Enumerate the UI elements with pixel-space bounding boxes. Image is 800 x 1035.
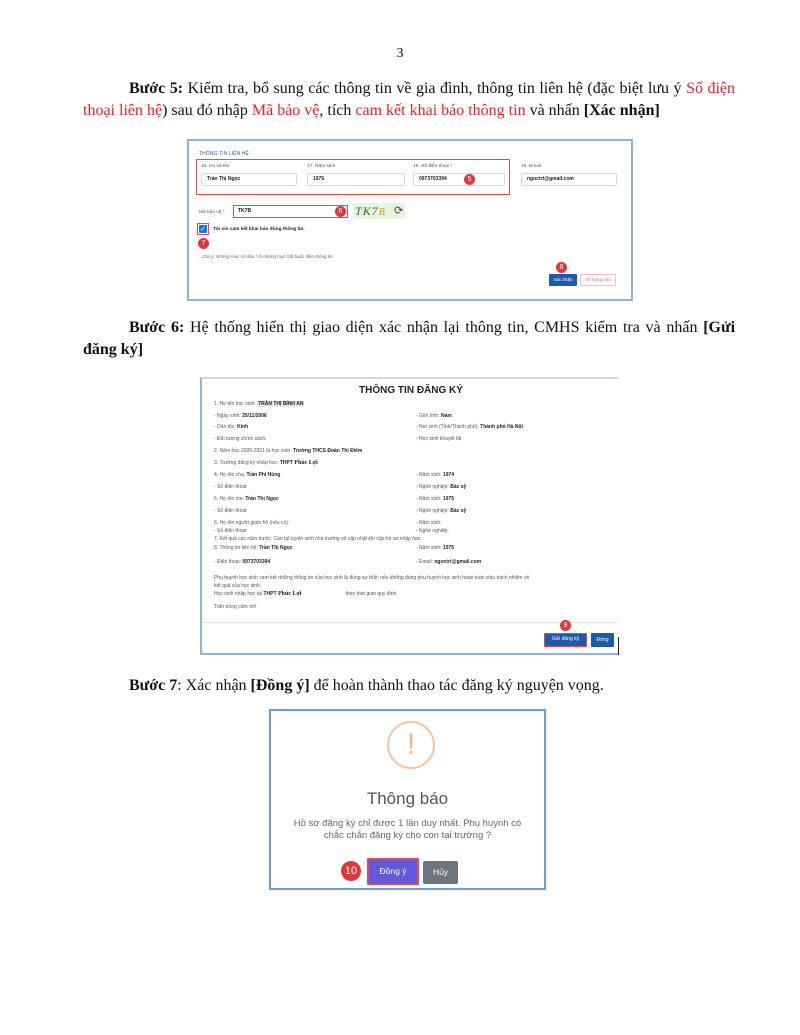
mother-phone-row: - Số điện thoại: xyxy=(214,508,248,514)
agree-button[interactable]: Đồng ý xyxy=(367,858,419,885)
commit-label: Tôi xin cam kết khai báo đúng thông tin. xyxy=(213,227,305,232)
regards: Trân trọng cảm ơn! xyxy=(214,604,257,610)
birth-year-label: 17. Năm sinh xyxy=(307,164,336,169)
value: Bác sỹ xyxy=(450,508,467,514)
contact-row xyxy=(214,545,293,551)
value: Cán bộ tuyển sinh nhà trường sẽ cập nhật khi nộp hồ sơ nhập học. xyxy=(273,536,422,542)
step7-action: [Đồng ý] xyxy=(250,677,310,694)
father-job-row xyxy=(416,484,466,490)
label: - Dân tộc: xyxy=(214,424,236,430)
label: theo thời gian quy định. xyxy=(345,591,398,597)
step-badge-8: 8 xyxy=(556,262,567,273)
step5-paragraph xyxy=(83,78,735,122)
footer-divider xyxy=(202,622,618,623)
father-birth-row xyxy=(416,472,454,478)
value: 1975 xyxy=(442,496,455,502)
phone-label: 18. Số điện thoại * xyxy=(413,164,453,169)
label: - Nghề nghiệp: xyxy=(416,484,449,490)
commitment-line-1: Phụ huynh học sinh cam kết những thông tin của học sinh là đúng sự thật; nếu không đúng phụ huynh học sinh hoàn toàn chịu trách nhiệm về xyxy=(214,575,530,581)
school-year-row xyxy=(214,448,362,454)
required-note: - Chú ý: Những mục có dấu * là những mục bắt buộc điền thông tin. xyxy=(199,254,334,259)
contact-phone-row xyxy=(214,559,270,565)
refresh-icon[interactable]: ⟳ xyxy=(394,204,404,217)
policy-row: - Đối tượng chính sách: xyxy=(214,436,267,442)
label: 1. Họ tên học sinh: xyxy=(214,401,256,407)
label: - Điện thoại: xyxy=(214,559,241,565)
label: 8. Thông tin liên hệ: xyxy=(214,545,258,551)
commitment-line-2: kết quả của học sinh. xyxy=(214,583,262,589)
submit-registration-button[interactable]: Gửi đăng ký xyxy=(544,633,587,647)
guardian-birth-row: - Năm sinh: xyxy=(416,520,442,526)
step7-label: Bước 7 xyxy=(129,677,178,694)
step-badge-6: 6 xyxy=(335,206,346,217)
step5-action: [Xác nhận] xyxy=(583,102,660,119)
warning-circle xyxy=(387,721,435,769)
label: 2. Năm học 2020-2021 là học sinh: xyxy=(214,448,292,454)
label: - Ngày sinh: xyxy=(214,413,241,419)
value: 1975 xyxy=(442,545,455,551)
close-button[interactable]: Đóng xyxy=(591,633,614,647)
page-number: 3 xyxy=(396,46,404,61)
step5-highlight-phone: Số điện thoại liên hệ xyxy=(83,80,736,119)
step-badge-9: 9 xyxy=(560,620,571,631)
guardian-job-row: - Nghề nghiệp: xyxy=(416,528,449,534)
phone-input[interactable]: 0973703394 xyxy=(413,173,505,186)
label: 3. Trường đăng ký nhập học: xyxy=(214,460,279,466)
value: 1974 xyxy=(442,472,455,478)
contact-email-row xyxy=(416,559,481,565)
label: Học sinh nhập học tại xyxy=(214,591,263,597)
results-row xyxy=(214,536,422,542)
step5-label: Bước 5: xyxy=(129,80,184,97)
cancel-button[interactable]: Hủy xyxy=(423,861,458,884)
mother-row xyxy=(214,496,279,502)
step6-text: Hệ thống hiển thị giao diện xác nhận lại thông tin, CMHS kiểm tra và nhấn xyxy=(184,319,704,336)
step-badge-7: 7 xyxy=(198,238,209,249)
value: ngoctrt@gmail.com xyxy=(434,559,482,565)
captcha-label: Mã bảo vệ * xyxy=(199,210,225,215)
value: 25/11/2006 xyxy=(242,413,267,419)
label: - Giới tính: xyxy=(416,413,440,419)
name-input[interactable]: Trần Thị Ngọc xyxy=(201,173,297,186)
step5-text: Kiểm tra, bổ sung các thông tin về gia đình, thông tin liên hệ (đặc biệt lưu ý xyxy=(183,80,687,97)
step5-text: và nhấn xyxy=(525,102,584,119)
mother-job-row xyxy=(416,508,466,514)
email-input[interactable]: ngoctrt@gmail.com xyxy=(521,173,617,186)
step6-label: Bước 6: xyxy=(129,319,185,336)
section-title: THÔNG TIN LIÊN HỆ xyxy=(199,151,249,157)
captcha-input[interactable]: TK7B xyxy=(233,205,348,218)
step5-text: ) sau đó nhập xyxy=(162,102,252,119)
label: 7. Kết quả các năm trước: xyxy=(214,536,273,542)
captcha-char: K xyxy=(362,204,372,218)
enroll-row xyxy=(214,591,398,597)
step7-paragraph xyxy=(83,675,735,697)
ethnicity-row xyxy=(214,424,248,430)
value: Bác sỹ xyxy=(450,484,467,490)
value: Trần Thị Ngọc xyxy=(259,545,293,551)
father-phone-row: - Số điện thoại: xyxy=(214,484,248,490)
commit-checkbox[interactable]: ✓ xyxy=(200,225,206,233)
father-row xyxy=(214,472,280,478)
value: Trần Phi Hùng xyxy=(246,472,281,478)
email-label: 19. Email xyxy=(521,164,541,169)
step5-highlight-commit: cam kết khai báo thông tin xyxy=(355,102,526,119)
dialog-title: Thông báo xyxy=(366,789,449,808)
label: - Email: xyxy=(416,559,433,565)
dialog-message: Hồ sơ đăng ký chỉ được 1 lần duy nhất. Phụ huynh có chắc chắn đăng ký cho con tại trường ? xyxy=(293,818,522,841)
guardian-phone-row: - Số điện thoại: xyxy=(214,528,248,534)
value: 0973703394 xyxy=(242,559,271,565)
step5-highlight-captcha: Mã bảo vệ xyxy=(251,102,320,119)
contact-form-screenshot xyxy=(187,139,633,301)
exclamation-icon: ! xyxy=(406,728,416,761)
value: Kinh xyxy=(237,424,249,430)
value: Trần Thị Ngọc xyxy=(245,496,279,502)
confirm-button[interactable]: Xác nhận xyxy=(549,274,577,286)
step-badge-10: 10 xyxy=(341,861,361,881)
captcha-char: T xyxy=(355,204,363,218)
name-label: 16. Họ và tên xyxy=(201,164,230,169)
label: - Nghề nghiệp: xyxy=(416,508,449,514)
gender-row xyxy=(416,413,452,419)
value: THPT xyxy=(279,460,293,466)
step5-text: , tích xyxy=(319,102,356,119)
birthplace-row xyxy=(416,424,523,430)
value: Trường THCS Đoàn Thị Điểm xyxy=(292,448,363,454)
disability-row: - Học sinh khuyết tật xyxy=(416,436,462,442)
step6-action: [Gửi đăng ký] xyxy=(83,319,736,358)
commit-checkbox-highlight xyxy=(197,223,209,235)
label: - Năm sinh: xyxy=(416,472,442,478)
registration-info-screenshot xyxy=(200,377,618,655)
label: - Nơi sinh (Tỉnh/Thành phố): xyxy=(416,424,479,430)
captcha-char: B xyxy=(378,207,386,218)
mother-birth-row xyxy=(416,496,454,502)
value: Phúc Lợi xyxy=(294,460,318,466)
value: THPT xyxy=(263,591,277,597)
text-cursor xyxy=(618,637,619,655)
label: 5. Họ tên mẹ: xyxy=(214,496,245,502)
student-name-row xyxy=(214,401,304,407)
step-badge-5: 5 xyxy=(464,174,475,185)
step7-text: để hoàn thành thao tác đăng ký nguyện vọng. xyxy=(309,677,604,694)
label: 4. Họ tên cha: xyxy=(214,472,246,478)
value: Phúc Lợi xyxy=(277,591,302,597)
label: - Năm sinh: xyxy=(416,545,442,551)
contact-birth-row xyxy=(416,545,454,551)
value: Nam xyxy=(440,413,452,419)
home-button[interactable]: Về trang chủ xyxy=(580,274,616,286)
registration-title: THÔNG TIN ĐĂNG KÝ xyxy=(359,385,463,396)
label: - Năm sinh: xyxy=(416,496,442,502)
step6-paragraph xyxy=(83,317,735,361)
captcha-char: 7 xyxy=(371,204,379,218)
confirm-dialog-screenshot xyxy=(269,709,546,890)
dob-row xyxy=(214,413,267,419)
register-school-row xyxy=(214,460,318,466)
step7-text: : Xác nhận xyxy=(177,677,251,694)
value: TRẦN THỊ BÌNH AN xyxy=(258,401,304,407)
value: Thành phố Hà Nội xyxy=(480,424,523,430)
birth-year-input[interactable]: 1975 xyxy=(307,173,405,186)
guardian-row: 6. Họ tên người giám hộ (nếu có): xyxy=(214,520,290,526)
